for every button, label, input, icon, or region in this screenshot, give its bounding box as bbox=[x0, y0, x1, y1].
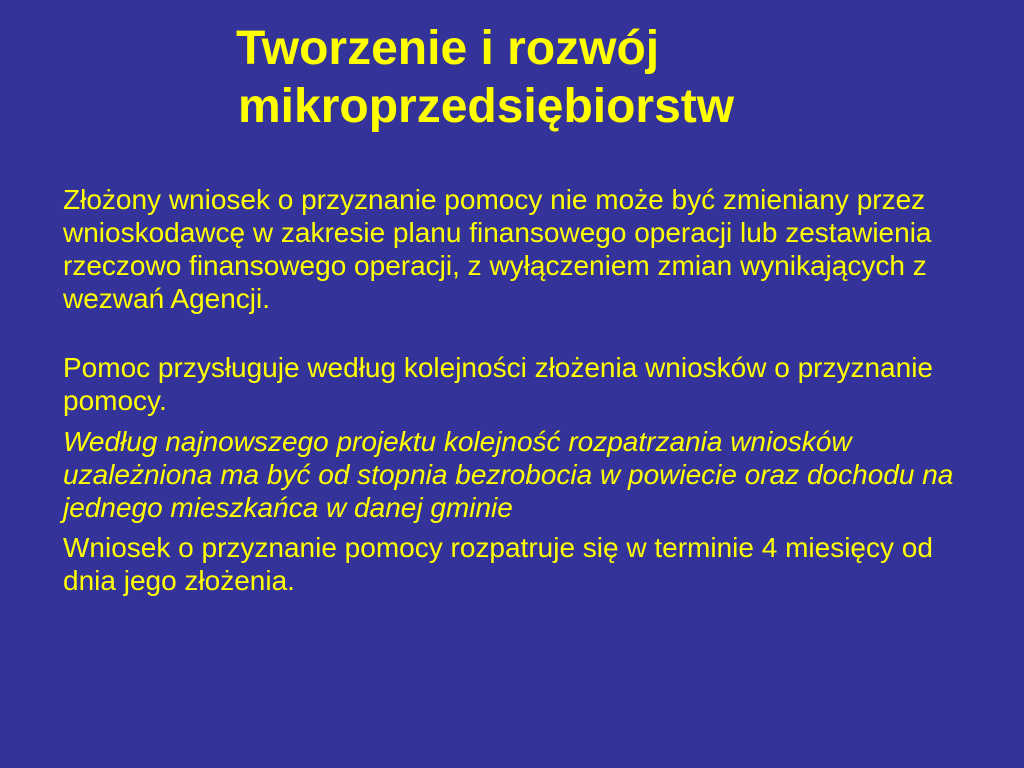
paragraph-new-project-criteria: Według najnowszego projektu kolejność rozpatrzania wniosków uzależniona ma być od stopnia bezrobocia w powiecie oraz dochodu na jednego mieszkańca w danej gminie bbox=[63, 426, 954, 523]
paragraph-application-changes: Złożony wniosek o przyznanie pomocy nie może być zmieniany przez wnioskodawcę w zakresie planu finansowego operacji lub zestawienia rzeczowo finansowego operacji, z wyłączeniem zmian wynikających z wezwań Agencji. bbox=[63, 184, 932, 314]
slide-title-line-1: Tworzenie i rozwój bbox=[236, 22, 660, 75]
slide-body bbox=[63, 183, 983, 597]
paragraph-review-deadline: Wniosek o przyznanie pomocy rozpatruje się w terminie 4 miesięcy od dnia jego złożenia. bbox=[63, 532, 933, 596]
slide-title-line-2: mikroprzedsiębiorstw bbox=[238, 80, 735, 133]
paragraph-aid-order: Pomoc przysługuje według kolejności złożenia wniosków o przyznanie pomocy. bbox=[63, 352, 933, 416]
slide-title bbox=[236, 20, 996, 136]
